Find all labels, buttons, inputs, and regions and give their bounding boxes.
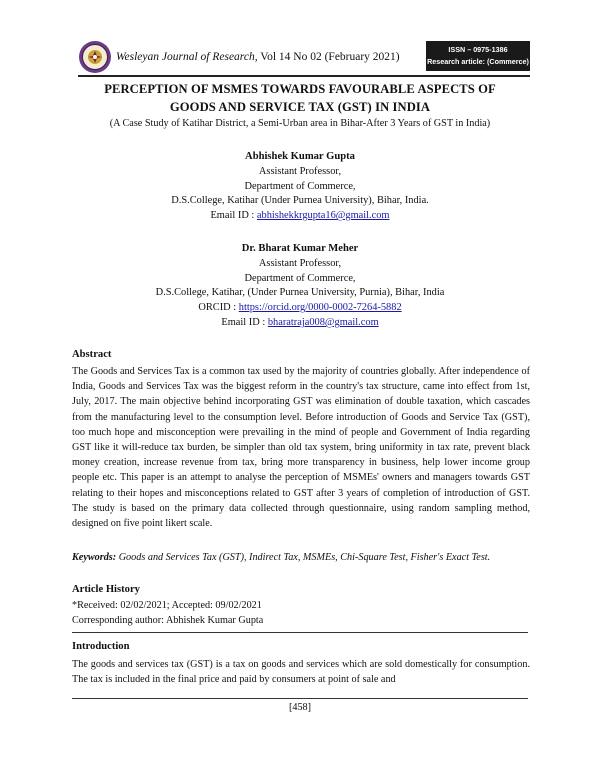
issn-text: ISSN – 0975-1386 xyxy=(448,45,508,54)
footer-divider xyxy=(72,698,528,699)
page-number: [458] xyxy=(288,702,312,713)
paper-subtitle: (A Case Study of Katihar District, a Semi-Urban area in Bihar-After 3 Years of GST in India) xyxy=(109,118,491,129)
author-email-link[interactable]: abhishekkrgupta16@gmail.com xyxy=(256,210,390,222)
author-email-line xyxy=(60,209,540,224)
corresponding-author: Corresponding author: Abhishek Kumar Gupta xyxy=(72,615,264,626)
author-email-link[interactable]: bharatraja008@gmail.com xyxy=(267,316,379,328)
author-department: Department of Commerce, xyxy=(244,180,356,192)
keywords xyxy=(72,551,530,564)
orcid-label: ORCID : xyxy=(198,302,239,314)
history-divider xyxy=(72,632,528,633)
author-orcid-link[interactable]: https://orcid.org/0000-0002-7264-5882 xyxy=(238,302,402,314)
article-dates: *Received: 02/02/2021; Accepted: 09/02/2021 xyxy=(72,600,262,611)
author-name: Abhishek Kumar Gupta xyxy=(245,151,355,162)
author-block-2 xyxy=(60,242,540,331)
journal-header xyxy=(78,40,530,74)
keywords-text: Goods and Services Tax (GST), Indirect Tax, MSMEs, Chi-Square Test, Fisher's Exact Test. xyxy=(118,552,491,563)
author-orcid-line xyxy=(60,301,540,316)
author-role: Assistant Professor, xyxy=(258,257,342,269)
keywords-label: Keywords: xyxy=(72,552,117,563)
college-seal-logo xyxy=(78,40,112,74)
author-affiliation: D.S.College, Katihar (Under Purnea University), Bihar, India. xyxy=(171,195,429,207)
paper-title-line-1: PERCEPTION OF MSMES TOWARDS FAVOURABLE ASPECTS OF xyxy=(104,82,496,96)
journal-name: Wesleyan Journal of Research, xyxy=(116,51,258,63)
article-history-heading: Article History xyxy=(72,584,140,595)
author-email-line xyxy=(60,316,540,331)
journal-citation xyxy=(116,51,400,63)
abstract-heading: Abstract xyxy=(72,349,112,360)
author-role: Assistant Professor, xyxy=(258,165,342,177)
journal-issue: Vol 14 No 02 (February 2021) xyxy=(260,51,400,63)
header-divider xyxy=(78,75,530,77)
abstract-body: The Goods and Services Tax is a common tax used by the majority of countries globally. After independence of India, Goods and Services Tax was the biggest reform in the country's tax structure, came into effect from 1st, July, 2017. The main objective behind incorporating GST was elimination of double taxation, which cascades from the manufacturing level to the consumption level. Before introduction of Goods and Service Tax (GST), too much hope and misconception were prevailing in the mind of people and Government of India regarding GST like it will-reduce tax burden, be simpler than old tax system, bring uniformity in tax rate, prevent black money creation, increase revenue from tax, bring more transparency in business, help lower income group people etc. This paper is an attempt to analyse the perception of MSMEs' owners and managers towards GST relating to their hopes and misconceptions related to GST after 3 years of completion of introduction of GST. The study is based on the primary data collected through questionnaire, using random sampling method, designed on five point likert scale. xyxy=(72,366,530,530)
author-name: Dr. Bharat Kumar Meher xyxy=(241,243,359,254)
email-label: Email ID : xyxy=(210,210,257,222)
author-department: Department of Commerce, xyxy=(244,272,356,284)
introduction-heading: Introduction xyxy=(72,641,130,652)
article-type: Research article: (Commerce) xyxy=(427,57,529,66)
issn-badge xyxy=(426,41,530,71)
introduction-body: The goods and services tax (GST) is a tax on goods and services which are sold domestically for consumption. The tax is included in the final price and paid by consumers at point of sale and xyxy=(72,659,530,686)
email-label: Email ID : xyxy=(221,316,268,328)
author-block-1 xyxy=(60,150,540,224)
paper-title-line-2: GOODS AND SERVICE TAX (GST) IN INDIA xyxy=(169,100,431,114)
author-affiliation: D.S.College, Katihar, (Under Purnea University, Purnia), Bihar, India xyxy=(155,287,445,299)
